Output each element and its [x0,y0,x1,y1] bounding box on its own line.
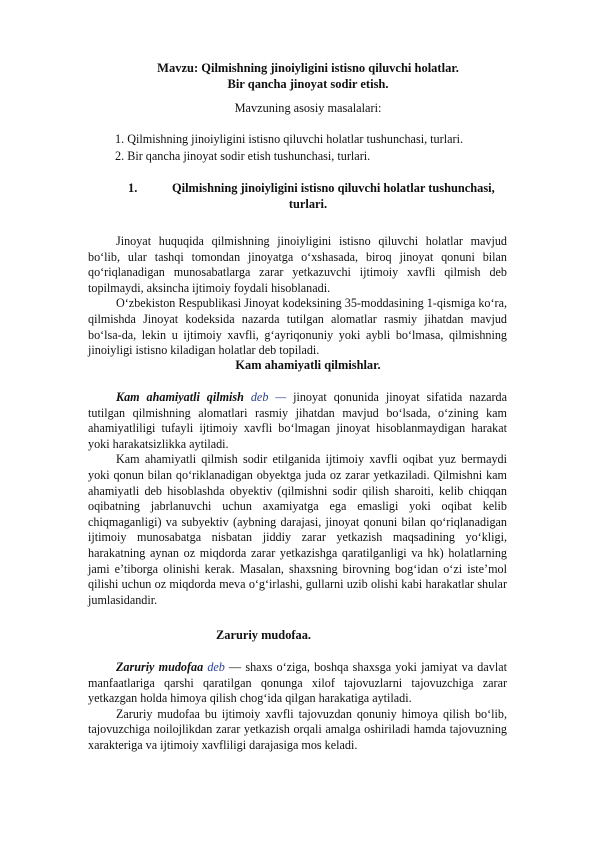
title-line-1: Mavzu: Qilmishning jinoiyligini istisno qiluvchi holatlar. [157,61,459,75]
term: Zaruriy mudofaa [116,660,204,674]
tasks-heading: Mavzuning asosiy masalalari: [234,101,382,115]
task-item-1: 1. Qilmishning jinoiyligini istisno qiluvchi holatlar tushunchasi, turlari. [115,132,463,146]
paragraph: Kam ahamiyatli qilmish sodir etilganida ijtimoiy xavfli oqibat yuz bermaydi yoki qonun bilan qo‘riklanadigan obyektga juda oz zarar yetkaziladi. Qilmishni kam ahamiyatli deb hisoblashda obyektiv (qilmishni sodir qilish sharoiti, kelib chiqqan oqibatning jabrlanuvchi uchun axamiyatga ega emasligi yoki oqibat kelib chiqmaganligi) va subyektiv (aybning darajasi, jinoyat qonuni bilan qo‘riqlanadigan ijtimoiy munosabatga nisbatan jiddiy zarar yetkazish maqsadining yo‘kligi, harakatning aynan oz miqdorda zarar yetkazishga qaratilganligi va hk) holatlarning jami e’tiborga olinishi kerak. Masalan, shaxsning birovning bog‘idan o‘zi iste’mol qilishi uchun oz miqdorda meva o‘g‘irlashi, gullarni uzib olishi kabi harakatlar shular jumlasidandir. [88,452,507,607]
title-line-2: Bir qancha jinoyat sodir etish. [227,77,389,91]
paragraph: O‘zbekiston Respublikasi Jinoyat kodeksining 35-moddasining 1-qismiga ko‘ra, qilmishda Jinoyat kodeksida nazarda tutilgan alomatlar rasmiy jihatdan mavjud bo‘lsa-da, lekin u ijtimoiy xavfli, g‘ayriqonuniy yoki aybli bo‘lmasa, qilmishning jinoiyligi istisno kiladigan holatlar deb topiladi. [88,296,507,358]
subsection-minor-heading: Kam ahamiyatli qilmishlar. [235,358,381,372]
task-item-2: 2. Bir qancha jinoyat sodir etish tushunchasi, turlari. [115,149,371,163]
paragraph: Jinoyat huquqida qilmishning jinoiyligini istisno qiluvchi holatlar mavjud bo‘lib, ular tashqi tomondan jinoyatga o‘xshasada, biroq jinoyat qonuni bilan qo‘riqlanadigan munosabatlarga zarar yetkazuvchi ijtimoiy xavfli qilmish deb topilmaydi, aksincha ijtimoiy foydali hisoblanadi. [88,234,507,295]
definition-paragraph [88,390,507,452]
definition-paragraph [88,660,507,707]
deb-marker: deb — [250,390,287,404]
section-1-title-line-1: Qilmishning jinoiyligini istisno qiluvchi holatlar tushunchasi, [172,181,495,195]
definition-text: jinoyat qonunida jinoyat sifatida nazarda tutilgan qilmishning alomatlari rasmiy jihatdan mavjud bo‘lsada, o‘zining kam ahamiyatliligi tufayli ijtimoiy xavfli bo‘lmagan jinoyat hisoblanmaydigan harakat yoki harakatsizlikka aytiladi. [88,390,507,451]
term: Kam ahamiyatli qilmish [116,390,244,404]
section-1-title-line-2: turlari. [288,197,328,211]
subsection-defense-body [88,660,507,754]
section-1-number: 1. [128,181,138,195]
section-1-heading [128,181,495,196]
deb-marker: deb [207,660,225,674]
definition-text: — shaxs o‘ziga, boshqa shaxsga yoki jamiyat va davlat manfaatlariga qarshi qaratilgan qonunga xilof tajovuzlarni tajovuzchiga zarar yetkazgan holda himoya qilish chog‘ida qilgan harakatiga aytiladi. [88,660,507,706]
subsection-defense-heading: Zaruriy mudofaa. [216,628,311,642]
subsection-minor-body [88,390,507,608]
document-title [88,60,528,92]
paragraph: Zaruriy mudofaa bu ijtimoiy xavfli tajovuzdan qonuniy himoya qilish bo‘lib, tajovuzchiga noilojlikdan zarar yetkazish orqali amalga oshiriladi hamda tajovuzning xarakteriga va ijtimoiy xavfliligi darajasiga mos keladi. [88,706,507,752]
section-1-body [88,234,507,359]
